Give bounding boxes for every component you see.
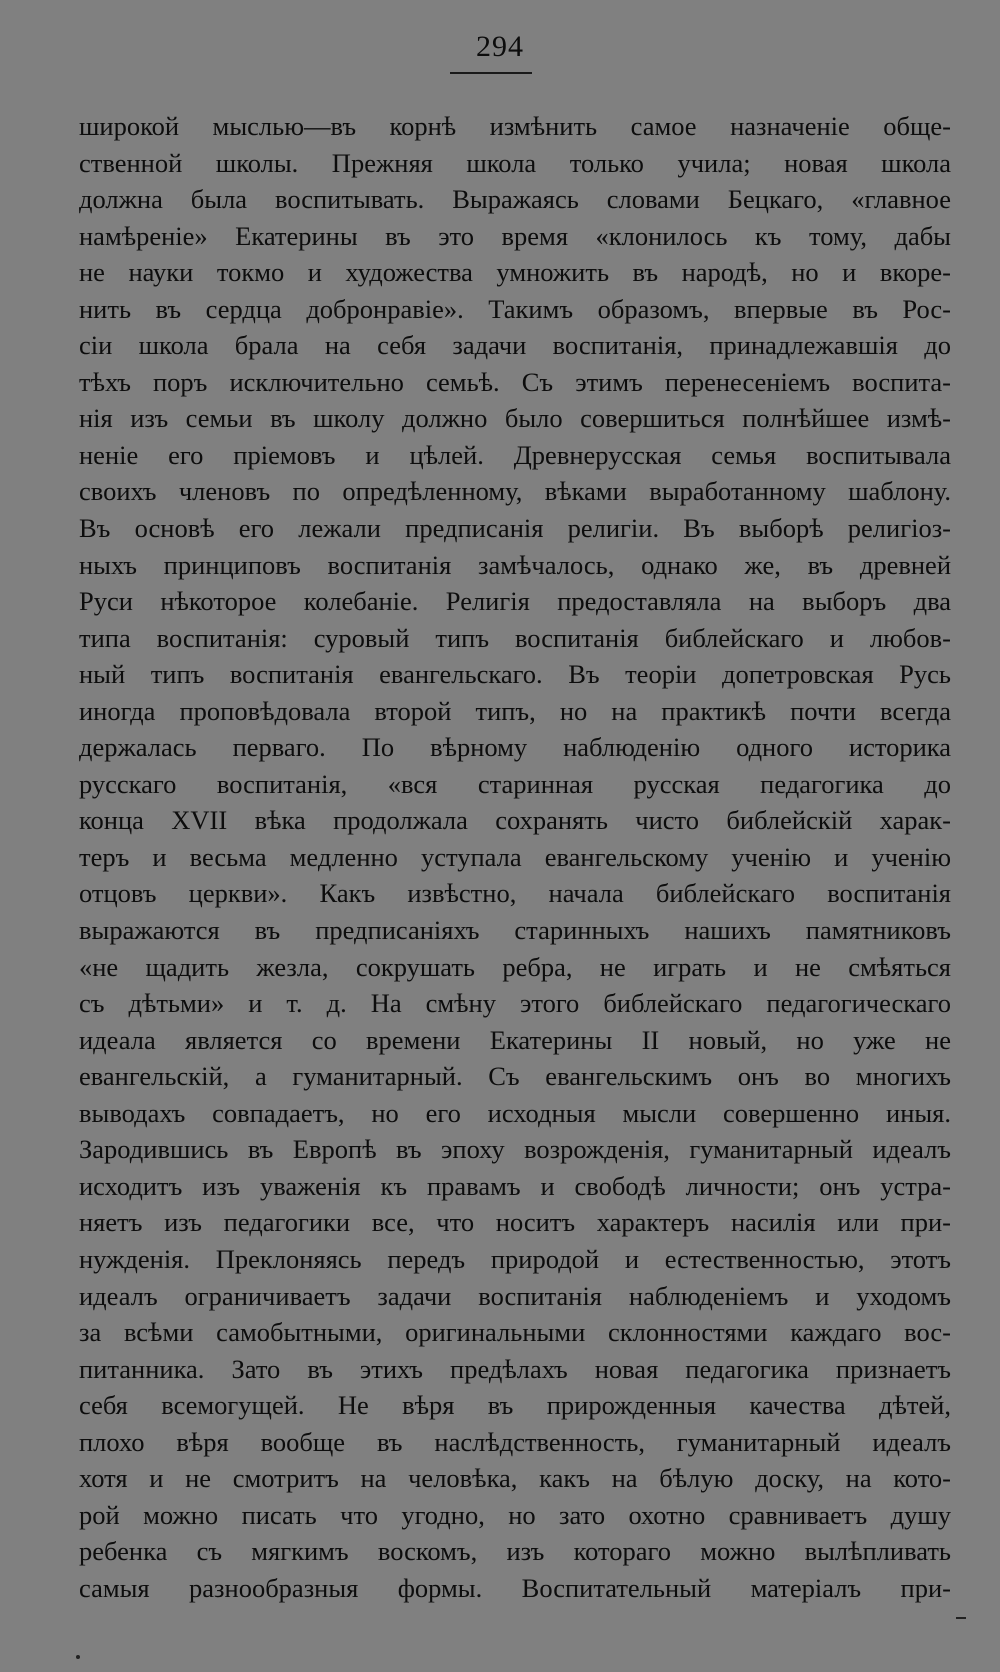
text-line: рой можно писать что угодно, но зато охотно сравниваетъ душу: [79, 1499, 951, 1530]
text-line: типа воспитанія: суровый типъ воспитанія библейскаго и любов-: [79, 622, 951, 653]
text-line: неніе его пріемовъ и цѣлей. Древнерусская семья воспитывала: [79, 439, 951, 470]
text-line: хотя и не смотритъ на человѣка, какъ на бѣлую доску, на кото-: [79, 1463, 951, 1494]
text-line: нить въ сердца добронравіе». Такимъ образомъ, впервые въ Рос-: [79, 293, 951, 324]
text-line: выражаются въ предписаніяхъ старинныхъ нашихъ памятниковъ: [79, 915, 951, 946]
body-text: [79, 108, 951, 1606]
text-line: плохо вѣря вообще въ наслѣдственность, гуманитарный идеалъ: [79, 1426, 951, 1457]
text-line: «не щадить жезла, сокрушать ребра, не играть и не смѣяться: [79, 951, 951, 982]
text-line: ный типъ воспитанія евангельскаго. Въ теоріи допетровская Русь: [79, 659, 951, 690]
text-line: держалась перваго. По вѣрному наблюденію одного историка: [79, 732, 951, 763]
text-line: ребенка съ мягкимъ воскомъ, изъ котораго можно вылѣпливать: [79, 1536, 951, 1567]
text-line: Въ основѣ его лежали предписанія религіи. Въ выборѣ религіоз-: [79, 513, 951, 544]
text-line: теръ и весьма медленно уступала евангельскому ученію и ученію: [79, 841, 951, 872]
text-line: нія изъ семьи въ школу должно было совершиться полнѣйшее измѣ-: [79, 403, 951, 434]
text-line: самыя разнообразныя формы. Воспитательный матеріалъ при-: [79, 1572, 951, 1603]
text-line: Руси нѣкоторое колебаніе. Религія предоставляла на выборъ два: [79, 586, 951, 617]
text-line: не науки токмо и художества умножить въ народѣ, но и вкоре-: [79, 257, 951, 288]
scan-speck: [76, 1655, 80, 1659]
text-line: ныхъ принциповъ воспитанія замѣчалось, однако же, въ древней: [79, 549, 951, 580]
text-line: идеала является со времени Екатерины II новый, но уже не: [79, 1024, 951, 1055]
text-line: евангельскій, а гуманитарный. Съ евангельскимъ онъ во многихъ: [79, 1061, 951, 1092]
text-line: исходитъ изъ уваженія къ правамъ и свободѣ личности; онъ устра-: [79, 1170, 951, 1201]
text-line: Зародившись въ Европѣ въ эпоху возрожденія, гуманитарный идеалъ: [79, 1134, 951, 1165]
text-line: питанника. Зато въ этихъ предѣлахъ новая педагогика признаетъ: [79, 1353, 951, 1384]
text-line: идеалъ ограничиваетъ задачи воспитанія наблюденіемъ и уходомъ: [79, 1280, 951, 1311]
page-number: 294: [476, 30, 524, 63]
text-line: ственной школы. Прежняя школа только учила; новая школа: [79, 147, 951, 178]
text-line: должна была воспитывать. Выражаясь словами Бецкаго, «главное: [79, 184, 951, 215]
text-line: няетъ изъ педагогики все, что носитъ характеръ насилія или при-: [79, 1207, 951, 1238]
text-line: широкой мыслью—въ корнѣ измѣнить самое назначеніе обще-: [79, 111, 951, 141]
text-line: намѣреніе» Екатерины въ это время «клонилось къ тому, дабы: [79, 220, 951, 251]
text-line: за всѣми самобытными, оригинальными склонностями каждаго вос-: [79, 1317, 951, 1348]
text-line: отцовъ церкви». Какъ извѣстно, начала библейскаго воспитанія: [79, 878, 951, 909]
text-line: своихъ членовъ по опредѣленному, вѣками выработанному шаблону.: [79, 476, 951, 507]
text-line: сіи школа брала на себя задачи воспитанія, принадлежавшія до: [79, 330, 951, 361]
text-line: выводахъ совпадаетъ, но его исходныя мысли совершенно иныя.: [79, 1097, 951, 1128]
text-line: себя всемогущей. Не вѣря въ прирожденныя качества дѣтей,: [79, 1390, 951, 1421]
page-number-rule: [450, 72, 532, 74]
text-line: нужденія. Преклоняясь передъ природой и естественностью, этотъ: [79, 1243, 951, 1274]
text-line: иногда проповѣдовала второй типъ, но на практикѣ почти всегда: [79, 695, 951, 726]
text-line: русскаго воспитанія, «вся старинная русская педагогика до: [79, 768, 951, 799]
text-line: съ дѣтьми» и т. д. На смѣну этого библейскаго педагогическаго: [79, 988, 951, 1019]
text-line: тѣхъ поръ исключительно семьѣ. Съ этимъ перенесеніемъ воспита-: [79, 366, 951, 397]
edge-dash-mark: [956, 1617, 966, 1619]
text-line: конца XVII вѣка продолжала сохранять чисто библейскій харак-: [79, 805, 951, 836]
